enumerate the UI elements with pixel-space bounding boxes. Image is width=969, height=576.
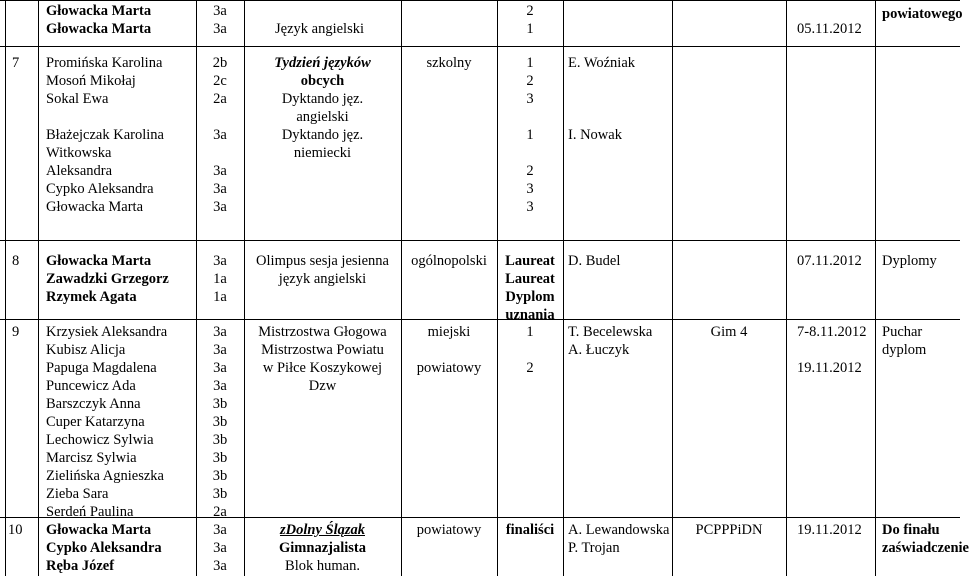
event-name: Język angielski [275,21,364,37]
event-line: Mistrzostwa Powiatu [261,342,384,358]
class-value: 3a [213,540,227,556]
table-column-divider [401,0,402,576]
row-number: 10 [8,522,23,538]
result-value: finaliści [505,522,555,538]
class-value [196,144,244,162]
student-name: Zieba Sara [46,486,109,502]
place-value: 2 [526,163,534,179]
place-value [497,144,563,162]
event-name [244,323,401,395]
event-date: 19.11.2012 [797,360,862,376]
student-name: Rzymek Agata [46,289,137,305]
class-value: 3a [213,127,227,143]
student-name: Głowacka Marta [46,21,152,37]
student-names [46,521,162,575]
note-line: Puchar [882,324,923,340]
place-value: 1 [526,127,534,143]
student-name: Serdeń Paulina [46,504,134,520]
event-line: Mistrzostwa Głogowa [258,324,387,340]
event-line: niemiecki [293,145,352,161]
table-column-divider [875,0,876,576]
teacher-list [568,521,669,557]
event-line: angielski [296,109,349,125]
event-line: Dzw [308,378,337,394]
place-list [497,323,563,377]
student-name: Mosoń Mikołaj [46,73,136,89]
place-value [497,108,563,126]
event-line: Dyktando jęz. [281,91,364,107]
class-value: 2b [212,55,228,71]
student-name: Kubisz Alicja [46,342,126,358]
student-name: Promińska Karolina [46,55,163,71]
result-note: Dyplomy [882,253,937,269]
class-value: 3a [213,163,227,179]
class-value: 2c [213,73,227,89]
place-value: 2 [526,3,534,19]
event-date: 07.11.2012 [797,253,862,269]
student-name [46,108,164,126]
class-value: 3a [213,253,227,269]
school-name: PCPPPiDN [695,522,763,538]
place-value: 3 [526,181,534,197]
place-value: 2 [526,360,534,376]
table-column-divider [38,0,39,576]
student-name: Barszczyk Anna [46,396,141,412]
event-line: Blok human. [285,558,360,574]
event-date [797,341,867,359]
place-value: 1 [526,21,534,37]
level-value [401,341,497,359]
student-name: Ręba Józef [46,558,115,574]
table-column-divider [786,0,787,576]
student-names [46,2,151,38]
event-line: Gimnazjalista [279,540,366,556]
class-value: 1a [213,289,227,305]
student-name: Aleksandra [46,163,113,179]
table-column-divider [563,0,564,576]
table-row-divider [0,319,960,320]
note-line: zaświadczenie [882,540,969,556]
class-value: 3a [213,360,227,376]
table-row-divider [0,240,960,241]
table-row-divider [0,46,960,47]
teacher-name: D. Budel [568,253,621,269]
place-value: 2 [526,73,534,89]
class-value: 3a [213,558,227,574]
place-value [497,341,563,359]
class-list [196,323,244,521]
teacher-name: I. Nowak [568,127,622,143]
result-note [882,323,926,359]
teacher-name: P. Trojan [568,540,620,556]
event-line: Dyktando jęz. [281,127,364,143]
class-value: 3a [213,378,227,394]
row-number: 9 [12,324,20,340]
event-line: zDolny Ślązak [279,522,365,538]
result-list [497,252,563,324]
note-line: dyplom [882,342,927,358]
competition-level [401,323,497,377]
place-value: 1 [526,324,534,340]
place-list [497,54,563,216]
class-list [196,2,244,38]
class-value: 3b [212,486,228,502]
class-value: 3a [213,342,227,358]
class-list [196,521,244,575]
student-name: Sokal Ewa [46,91,109,107]
student-name: Głowacka Marta [46,3,152,19]
result-note: powiatowego [882,6,963,22]
class-value: 3a [213,21,227,37]
result-value: uznania [505,307,555,323]
student-name: Krzysiek Aleksandra [46,324,168,340]
student-name: Głowacka Marta [46,253,152,269]
student-name: Cuper Katarzyna [46,414,145,430]
event-name [244,252,401,288]
class-value: 2a [213,91,227,107]
place-value: 3 [526,199,534,215]
teacher-name: T. Becelewska [568,324,653,340]
result-value: Laureat [505,271,555,287]
student-name: Zielińska Agnieszka [46,468,164,484]
student-name: Puncewicz Ada [46,378,136,394]
student-name: Marcisz Sylwia [46,450,137,466]
school-name: Gim 4 [710,324,748,340]
table-column-divider [672,0,673,576]
student-name: Cypko Aleksandra [46,540,162,556]
class-value: 3b [212,450,228,466]
table-border-top [0,0,960,1]
teacher-name [568,108,635,126]
student-names [46,252,169,306]
student-names [46,54,164,216]
student-name: Papuga Magdalena [46,360,157,376]
note-line: Do finału [882,522,940,538]
teacher-name: A. Lewandowska [568,522,670,538]
student-name: Witkowska [46,145,112,161]
class-value: 3a [213,199,227,215]
student-name: Głowacka Marta [46,199,144,215]
class-list [196,54,244,216]
class-value: 2a [213,504,227,520]
student-name: Zawadzki Grzegorz [46,271,169,287]
class-value: 3b [212,414,228,430]
teacher-name: E. Woźniak [568,55,636,71]
event-line: obcych [300,73,345,89]
result-value: Dyplom [505,289,555,305]
row-number: 7 [12,55,20,71]
class-value [196,108,244,126]
place-value: 1 [526,55,534,71]
event-name [244,521,401,575]
competition-level: ogólnopolski [411,253,487,269]
date-list [797,323,867,377]
event-date: 7-8.11.2012 [797,324,867,340]
place-list [497,2,563,38]
class-value: 3a [213,181,227,197]
class-value: 1a [213,271,227,287]
student-name: Błażejczak Karolina [46,127,164,143]
teacher-list [568,323,652,359]
student-name: Cypko Aleksandra [46,181,154,197]
event-line: Tydzień języków [274,55,371,71]
level-value: miejski [427,324,471,340]
teacher-name: A. Łuczyk [568,342,630,358]
student-names [46,323,167,521]
event-name [244,54,401,162]
teacher-name [568,72,635,90]
level-value: powiatowy [416,360,482,376]
event-line: Olimpus sesja jesienna [256,253,389,269]
table-column-divider [5,0,6,576]
class-list [196,252,244,306]
teacher-list [568,54,635,144]
competition-level: powiatowy [416,522,482,538]
place-value: 3 [526,91,534,107]
competition-level: szkolny [426,55,472,71]
class-value: 3b [212,468,228,484]
row-number: 8 [12,253,20,269]
student-name: Głowacka Marta [46,522,152,538]
teacher-name [568,90,635,108]
result-value: Laureat [505,253,555,269]
result-note [882,521,969,557]
event-line: język angielski [278,271,367,287]
event-date: 05.11.2012 [797,21,862,37]
event-date: 19.11.2012 [797,522,862,538]
student-name: Lechowicz Sylwia [46,432,154,448]
class-value: 3b [212,396,228,412]
class-value: 3a [213,3,227,19]
event-line: w Piłce Koszykowej [262,360,383,376]
class-value: 3b [212,432,228,448]
class-value: 3a [213,324,227,340]
class-value: 3a [213,522,227,538]
